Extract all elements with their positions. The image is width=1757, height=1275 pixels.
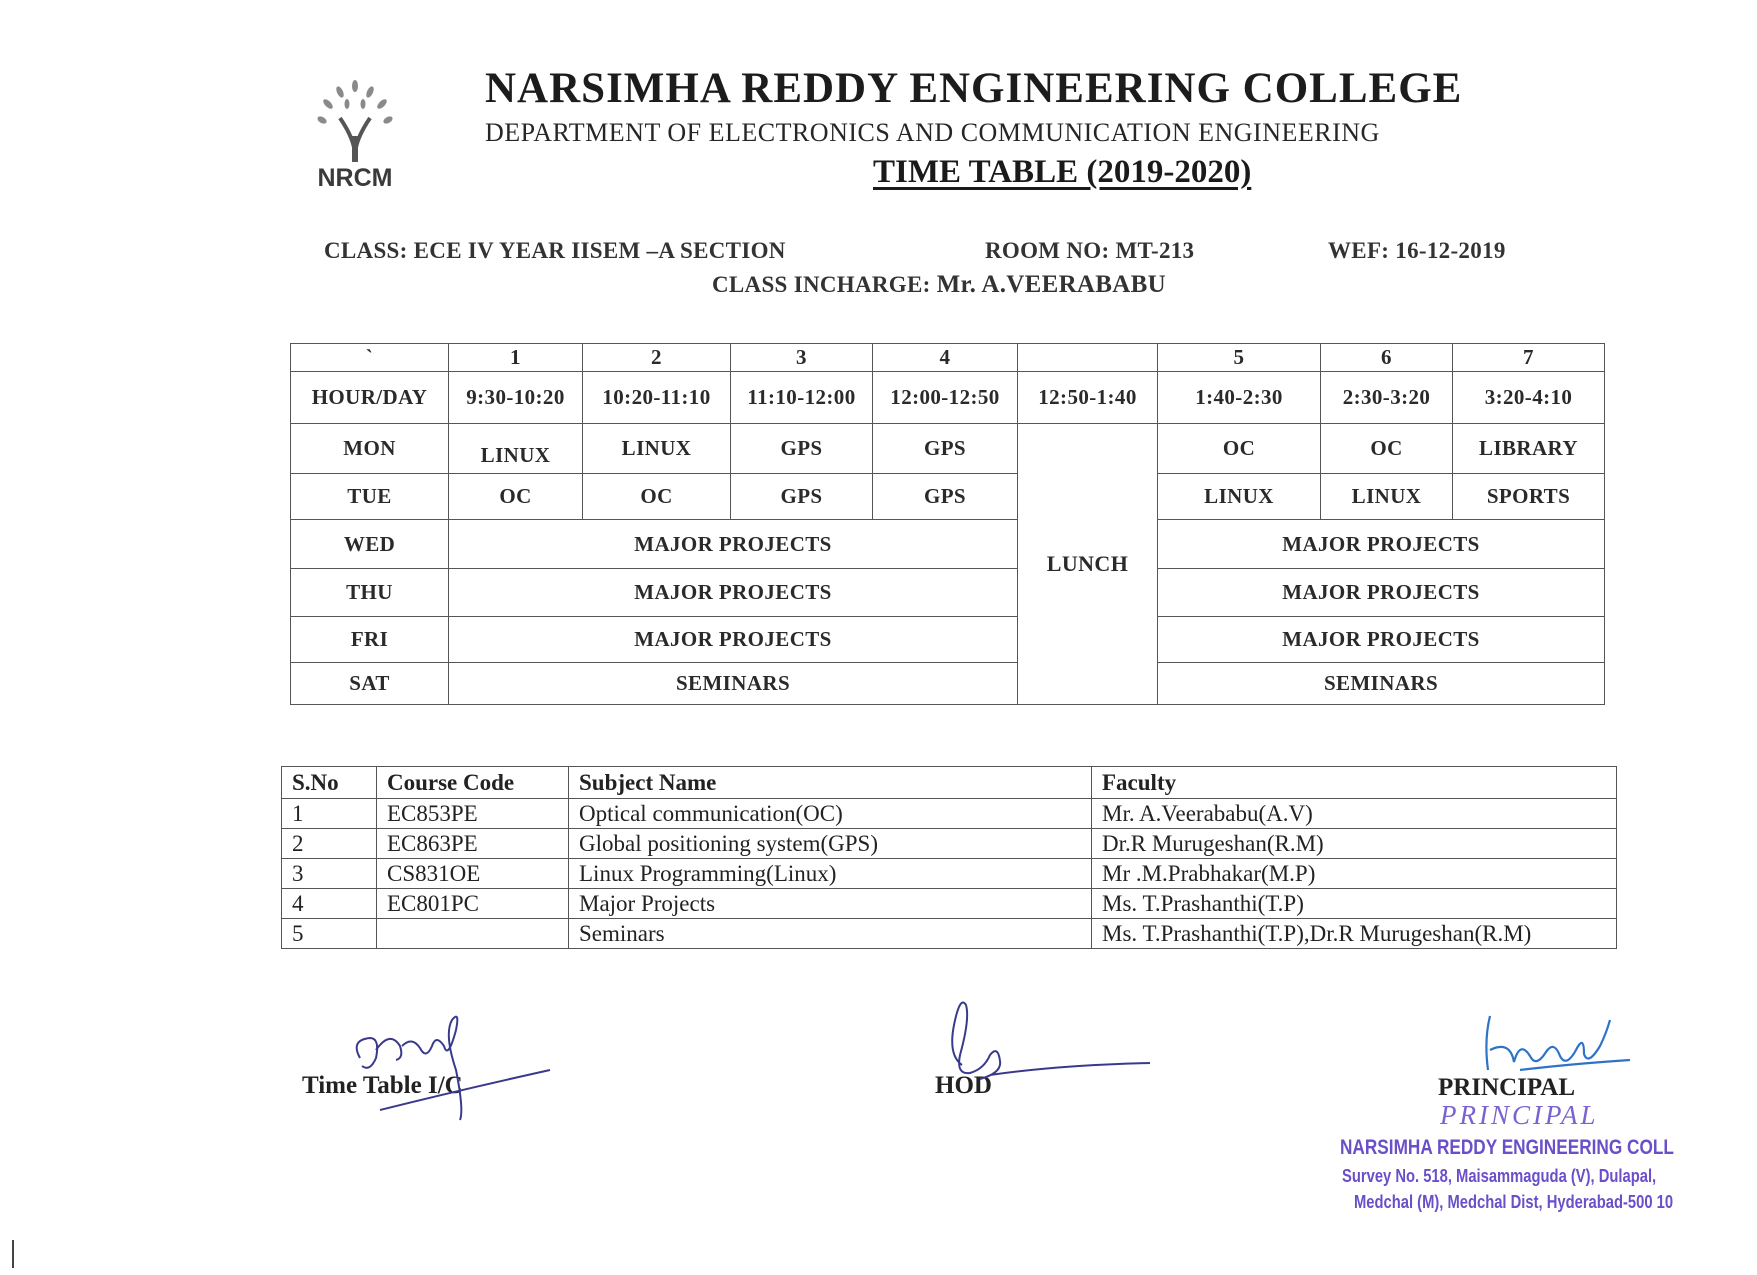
day-label: SAT [291,662,449,704]
time-slot: 1:40-2:30 [1158,372,1321,424]
period-cell: OC [1158,424,1321,474]
faculty-cell: Mr. A.Veerababu(A.V) [1092,799,1617,829]
corner-cell: ` [291,344,449,372]
period-cell: GPS [873,424,1018,474]
subject-name-cell: Global positioning system(GPS) [569,829,1092,859]
time-slot: 12:00-12:50 [873,372,1018,424]
incharge-label: CLASS INCHARGE: [712,272,931,297]
stamp-address-line: Survey No. 518, Maisammaguda (V), Dulapal, [1342,1166,1657,1186]
afternoon-block: SEMINARS [1158,662,1605,704]
logo-text: NRCM [317,164,393,192]
time-slot: 10:20-11:10 [583,372,731,424]
course-code-cell [377,919,569,949]
table-row [282,919,1617,949]
subject-name-cell: Seminars [569,919,1092,949]
period-cell: LINUX [1158,474,1321,520]
period-cell: GPS [731,424,873,474]
page-title: TIME TABLE (2019-2020) [873,154,1252,190]
subject-name-cell: Major Projects [569,889,1092,919]
time-table-ic-label: Time Table I/C [302,1072,463,1099]
time-slot: 12:50-1:40 [1018,372,1158,424]
principal-signature [1480,1010,1640,1080]
course-code-cell: EC863PE [377,829,569,859]
period-number: 5 [1158,344,1321,372]
time-row [291,372,1605,424]
lunch-cell: LUNCH [1018,424,1158,705]
faculty-cell: Ms. T.Prashanthi(T.P),Dr.R Murugeshan(R.M) [1092,919,1617,949]
room-info: ROOM NO: MT-213 [985,238,1195,263]
afternoon-block: MAJOR PROJECTS [1158,520,1605,568]
faculty-cell: Ms. T.Prashanthi(T.P) [1092,889,1617,919]
day-row-wed [291,520,1605,568]
sno-cell: 4 [282,889,377,919]
sno-cell: 3 [282,859,377,889]
time-table-ic-signature [340,1010,560,1125]
period-cell: OC [583,474,731,520]
time-slot: 11:10-12:00 [731,372,873,424]
course-code-cell: EC801PC [377,889,569,919]
subject-table [281,766,1617,949]
time-slot: 2:30-3:20 [1321,372,1453,424]
period-cell: LINUX [583,424,731,474]
faculty-cell: Dr.R Murugeshan(R.M) [1092,829,1617,859]
period-cell: LIBRARY [1453,424,1605,474]
period-number: 3 [731,344,873,372]
subject-header-row [282,767,1617,799]
wef-date: WEF: 16-12-2019 [1328,238,1506,263]
column-header: Faculty [1092,767,1617,799]
column-header: Course Code [377,767,569,799]
period-number-row [291,344,1605,372]
period-number: 6 [1321,344,1453,372]
incharge-name: Mr. A.VEERABABU [936,271,1166,298]
faculty-cell: Mr .M.Prabhakar(M.P) [1092,859,1617,889]
morning-block: MAJOR PROJECTS [449,616,1018,662]
table-row [282,799,1617,829]
period-cell: LINUX [449,424,583,474]
column-header: S.No [282,767,377,799]
table-row [282,859,1617,889]
principal-stamp [1340,1100,1700,1220]
period-number: 2 [583,344,731,372]
stamp-college-name: NARSIMHA REDDY ENGINEERING COLL [1340,1136,1674,1159]
period-cell: GPS [873,474,1018,520]
period-number: 1 [449,344,583,372]
day-row-tue [291,474,1605,520]
period-cell: SPORTS [1453,474,1605,520]
day-label: MON [291,424,449,474]
day-label: FRI [291,616,449,662]
period-cell: OC [1321,424,1453,474]
stamp-title: PRINCIPAL [1440,1100,1599,1130]
day-row-fri [291,616,1605,662]
time-slot: 3:20-4:10 [1453,372,1605,424]
period-cell: LINUX [1321,474,1453,520]
column-header: Subject Name [569,767,1092,799]
timetable-grid [290,343,1605,705]
sno-cell: 5 [282,919,377,949]
day-row-mon [291,424,1605,474]
college-logo [300,74,410,194]
class-incharge [712,271,1166,299]
morning-block: MAJOR PROJECTS [449,568,1018,616]
day-row-thu [291,568,1605,616]
period-number: 4 [873,344,1018,372]
day-row-sat [291,662,1605,704]
period-cell: OC [449,474,583,520]
hod-signature [940,995,1160,1095]
day-label: TUE [291,474,449,520]
department-name: DEPARTMENT OF ELECTRONICS AND COMMUNICATION ENGINEERING [485,118,1380,147]
class-info: CLASS: ECE IV YEAR IISEM –A SECTION [324,238,786,263]
afternoon-block: MAJOR PROJECTS [1158,568,1605,616]
subject-name-cell: Optical communication(OC) [569,799,1092,829]
sno-cell: 2 [282,829,377,859]
principal-label: PRINCIPAL [1438,1074,1576,1101]
course-code-cell: EC853PE [377,799,569,829]
subject-name-cell: Linux Programming(Linux) [569,859,1092,889]
morning-block: SEMINARS [449,662,1018,704]
stamp-address-line: Medchal (M), Medchal Dist, Hyderabad-500 10 [1354,1192,1674,1212]
period-cell: GPS [731,474,873,520]
college-name: NARSIMHA REDDY ENGINEERING COLLEGE [485,65,1463,112]
left-edge-mark [12,1240,14,1268]
afternoon-block: MAJOR PROJECTS [1158,616,1605,662]
course-code-cell: CS831OE [377,859,569,889]
day-label: WED [291,520,449,568]
day-label: THU [291,568,449,616]
period-number [1018,344,1158,372]
sno-cell: 1 [282,799,377,829]
hour-day-header: HOUR/DAY [291,372,449,424]
morning-block: MAJOR PROJECTS [449,520,1018,568]
hod-label: HOD [935,1072,992,1099]
time-slot: 9:30-10:20 [449,372,583,424]
table-row [282,889,1617,919]
period-number: 7 [1453,344,1605,372]
table-row [282,829,1617,859]
